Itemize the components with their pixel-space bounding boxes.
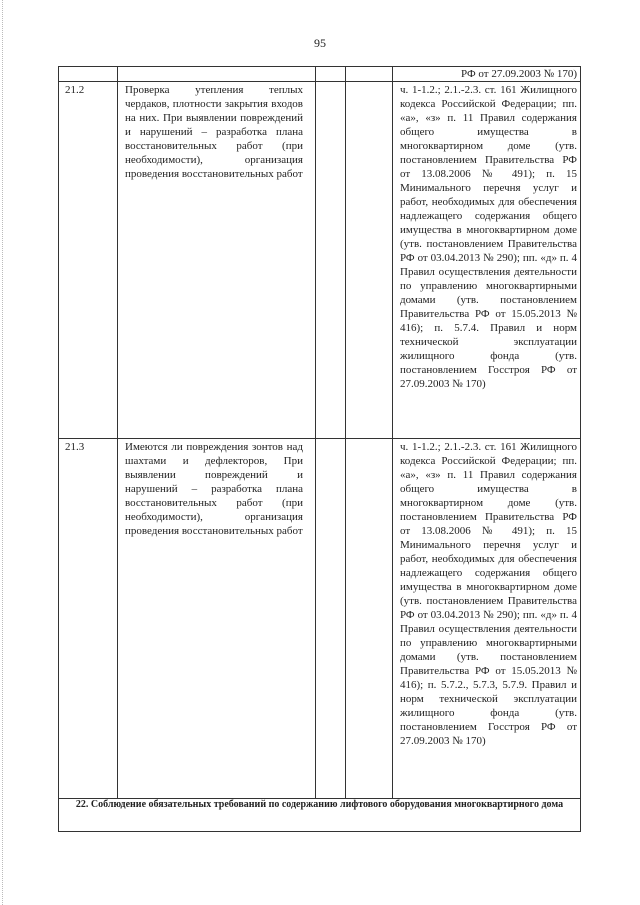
row-number: 21.2 bbox=[65, 84, 85, 96]
column-divider bbox=[315, 67, 316, 798]
row-description: Имеются ли повреждения зонтов над шахтами и дефлекторов, При выявлении повреждений и нарушений – разработка плана восстановительных работ (при необходимости), организация проведения восстановительных работ bbox=[125, 441, 303, 537]
section-heading: 22. Соблюдение обязательных требований по содержанию лифтового оборудования многоквартирного дома bbox=[75, 799, 564, 810]
column-divider bbox=[345, 67, 346, 798]
row-legal-reference: ч. 1-1.2.; 2.1.-2.3. ст. 161 Жилищного кодекса Российской Федерации; пп. «а», «з» п. 11 Правил содержания общего имущества в многоквартирном доме (утв. постановлением Правительства РФ от 13.08.2006 № 491); п. 15 Минимального перечня услуг и работ, необходимых для обеспечения надлежащего содержания общего имущества в многоквартирном доме (утв. постановлением Правительства РФ от 03.04.2013 № 290); пп. «д» п. 4 Правил осуществления деятельности по управлению многоквартирными домами (утв. постановлением Правительства РФ от 15.05.2013 № 416); п. 5.7.4. Правил и норм технической эксплуатации жилищного фонда (утв. постановлением Госстроя РФ от 27.09.2003 № 170) bbox=[400, 84, 577, 390]
row-legal-reference: ч. 1-1.2.; 2.1.-2.3. ст. 161 Жилищного кодекса Российской Федерации; пп. «а», «з» п. 11 Правил содержания общего имущества в многоквартирном доме (утв. постановлением Правительства РФ от 13.08.2006 № 491); п. 15 Минимального перечня услуг и работ, необходимых для обеспечения надлежащего содержания общего имущества в многоквартирном доме (утв. постановлением Правительства РФ от 03.04.2013 № 290); пп. «д» п. 4 Правил осуществления деятельности по управлению многоквартирными домами (утв. постановлением Правительства РФ от 15.05.2013 № 416); п. 5.7.2., 5.7.3, 5.7.9. Правил и норм технической эксплуатации жилищного фонда (утв. постановлением Госстроя РФ от 27.09.2003 № 170) bbox=[400, 441, 577, 747]
column-divider bbox=[392, 67, 393, 798]
requirements-table bbox=[58, 66, 581, 832]
row-number: 21.3 bbox=[65, 441, 85, 453]
row-divider bbox=[59, 81, 580, 82]
row-description: Проверка утепления теплых чердаков, плотности закрытия входов на них. При выявлении повреждений и нарушений – разработка плана восстановительных работ (при необходимости), организация проведения восстановительных работ bbox=[125, 84, 303, 180]
page-number: 95 bbox=[314, 36, 326, 50]
ref-continuation: РФ от 27.09.2003 № 170) bbox=[461, 68, 577, 80]
row-divider bbox=[59, 438, 580, 439]
scan-edge bbox=[2, 0, 3, 905]
column-divider bbox=[117, 67, 118, 798]
